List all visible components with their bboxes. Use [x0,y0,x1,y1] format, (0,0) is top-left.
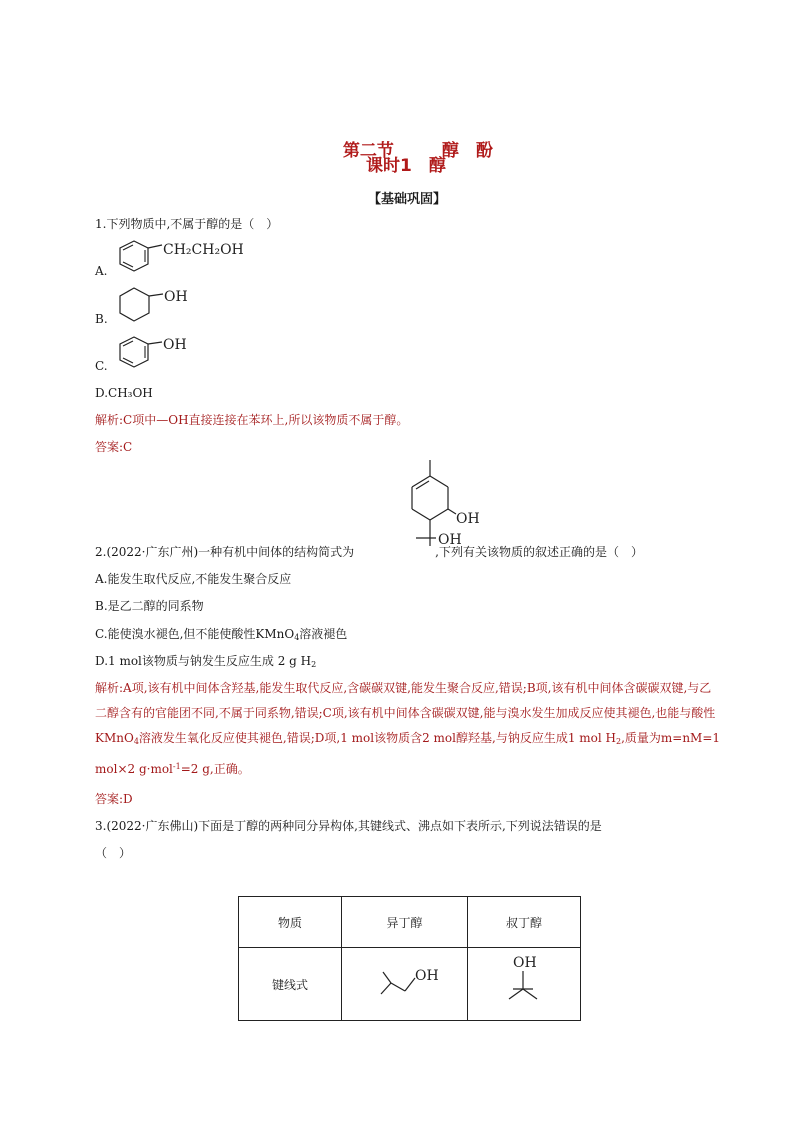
q2-stem-after: ,下列有关该物质的叙述正确的是（ ） [435,545,643,559]
q1-option-a-label: A. [95,264,108,278]
q2-option-a: A.能发生取代反应,不能发生聚合反应 [95,572,292,586]
lesson-title: 课时1 醇 [366,156,446,176]
q2-option-c [95,626,347,646]
q1-option-c-structure [112,334,212,374]
q2-analysis-h2-sub: 2 [615,737,622,746]
q2-stem [95,544,643,560]
q2-analysis-part3: ,质量为m=nM=1 mol×2 g·mol [95,731,721,776]
section-label: 第二节 [342,141,394,161]
q2-stem-before: 2.(2022·广东广州)一种有机中间体的结构简式为 [95,545,355,559]
q2-analysis-part4: =2 g,正确。 [180,762,250,776]
q1-b-oh-text: OH [164,289,188,305]
table-row [239,948,581,1021]
table-header-cell: 异丁醇 [342,897,468,948]
q2-structure [400,458,490,558]
q1-option-b-structure [112,284,212,326]
q2-oh-ring-text: OH [456,511,480,527]
q2-option-c-sub: 4 [294,633,300,642]
isobutanol-structure-cell [342,948,468,1021]
table-header-row [239,897,581,948]
q2-analysis-part1: 解析:A项,该有机中间体含羟基,能发生取代反应,含碳碳双键,能发生聚合反应,错误;B项,该有机中间体含碳碳双键,与乙二醇含有的官能团不同,不属于同系物,错误;C项,该有机中间体含碳碳双键,能与溴水发生加成反应使其褪色,也能与酸性KMnO [95,681,716,745]
q2-option-c-after: 溶液褪色 [299,627,348,641]
q2-option-d-text: D.1 mol该物质与钠发生反应生成 2 g H [95,654,312,668]
q1-c-oh-text: OH [163,337,187,353]
table-header-cell: 叔丁醇 [468,897,581,948]
isobutanol-structure [365,958,445,1008]
tert-butanol-oh-text: OH [513,954,537,971]
q1-stem: 1.下列物质中,不属于醇的是（ ） [95,217,279,231]
q2-option-d [95,653,316,673]
q1-answer: 答案:C [95,440,133,454]
q3-paren: （ ） [95,846,132,860]
q1-option-c-label: C. [95,359,108,373]
q1-option-b-label: B. [95,312,108,326]
q1-a-formula-text: CH₂CH₂OH [163,242,244,258]
q2-oh-side-text: OH [438,532,462,548]
isobutanol-oh-text: OH [414,967,439,984]
q1-analysis: 解析:C项中—OH直接连接在苯环上,所以该物质不属于醇。 [95,413,409,427]
q2-analysis [95,676,723,782]
tert-butanol-structure-cell [468,948,581,1021]
q2-answer: 答案:D [95,792,133,806]
table-header-cell: 物质 [239,897,342,948]
basic-practice-tag: 【基础巩固】 [368,192,447,207]
table-row-label: 键线式 [239,948,342,1021]
q1-option-d: D.CH₃OH [95,386,153,400]
q2-option-d-sub: 2 [311,660,317,669]
section-name: 醇 酚 [441,141,493,161]
tert-butanol-structure [489,953,559,1013]
q2-analysis-sup: -1 [172,762,181,771]
q2-option-b: B.是乙二醇的同系物 [95,599,204,613]
q2-analysis-sub: 4 [133,737,139,746]
q2-option-c-text: C.能使溴水褪色,但不能使酸性KMnO [95,627,295,641]
butanol-isomer-table [238,896,581,1021]
q3-stem: 3.(2022·广东佛山)下面是丁醇的两种同分异构体,其键线式、沸点如下表所示,下列说法错误的是 [95,819,602,833]
q2-analysis-part2: 溶液发生氧化反应使其褪色,错误;D项,1 mol该物质含2 mol醇羟基,与钠反应生成1 mol H [138,731,616,745]
q1-option-a-structure [112,236,272,276]
